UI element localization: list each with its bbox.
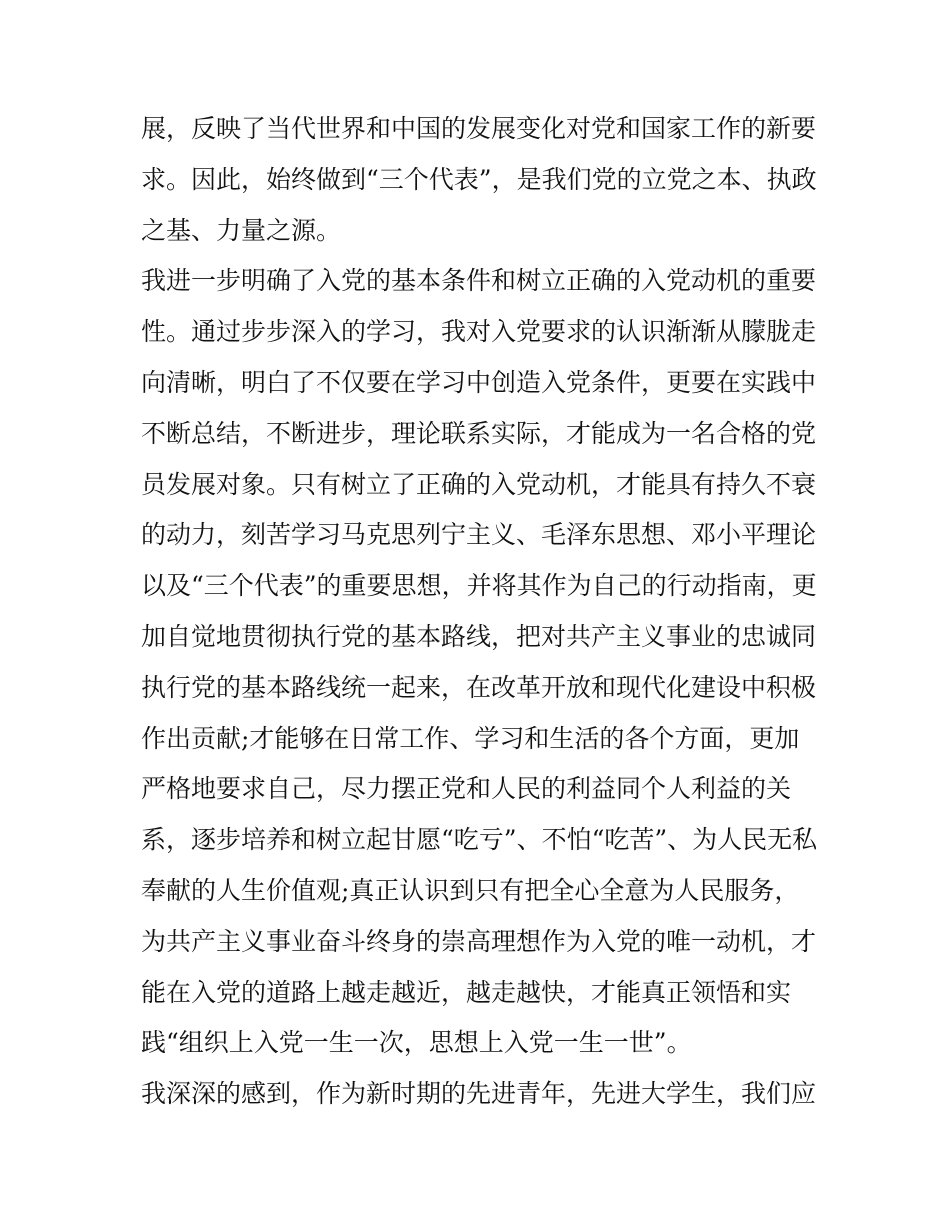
- text-line: 能在入党的道路上越走越近，越走越快，才能真正领悟和实: [141, 977, 792, 1007]
- text-line: 展，反映了当代世界和中国的发展变化对党和国家工作的新要: [141, 114, 817, 143]
- text-line: 向清晰，明白了不仅要在学习中创造入党条件，更要在实践中: [141, 367, 817, 397]
- text-line: 性。通过步步深入的学习，我对入党要求的认识渐渐从朦胧走: [141, 317, 817, 347]
- text-line: 系，逐步培养和树立起甘愿“吃亏”、不怕“吃苦”、为人民无私: [141, 825, 818, 855]
- text-line: 践“组织上入党一生一次，思想上入党一生一世”。: [141, 1028, 692, 1058]
- text-line: 为共产主义事业奋斗终身的崇高理想作为入党的唯一动机，才: [141, 926, 817, 956]
- text-line: 我深深的感到，作为新时期的先进青年，先进大学生，我们应: [141, 1079, 817, 1109]
- text-line: 执行党的基本路线统一起来，在改革开放和现代化建设中积极: [141, 672, 817, 702]
- text-line: 严格地要求自己，尽力摆正党和人民的利益同个人利益的关: [141, 774, 792, 804]
- text-line: 奉献的人生价值观;真正认识到只有把全心全意为人民服务，: [141, 875, 800, 905]
- text-line: 以及“三个代表”的重要思想，并将其作为自己的行动指南，更: [141, 571, 817, 601]
- text-line: 员发展对象。只有树立了正确的入党动机，才能具有持久不衰: [141, 469, 817, 499]
- text-line: 加自觉地贯彻执行党的基本路线，把对共产主义事业的忠诚同: [141, 621, 817, 651]
- text-line: 求。因此，始终做到“三个代表”，是我们党的立党之本、执政: [141, 164, 817, 194]
- text-line: 作出贡献;才能够在日常工作、学习和生活的各个方面，更加: [141, 723, 800, 753]
- text-line: 不断总结，不断进步，理论联系实际，才能成为一名合格的党: [141, 418, 817, 448]
- document-text: [141, 104, 841, 1120]
- text-line: 的动力，刻苦学习马克思列宁主义、毛泽东思想、邓小平理论: [141, 520, 817, 550]
- text-line: 我进一步明确了入党的基本条件和树立正确的入党动机的重要: [141, 266, 817, 296]
- text-line: 之基、力量之源。: [141, 215, 342, 245]
